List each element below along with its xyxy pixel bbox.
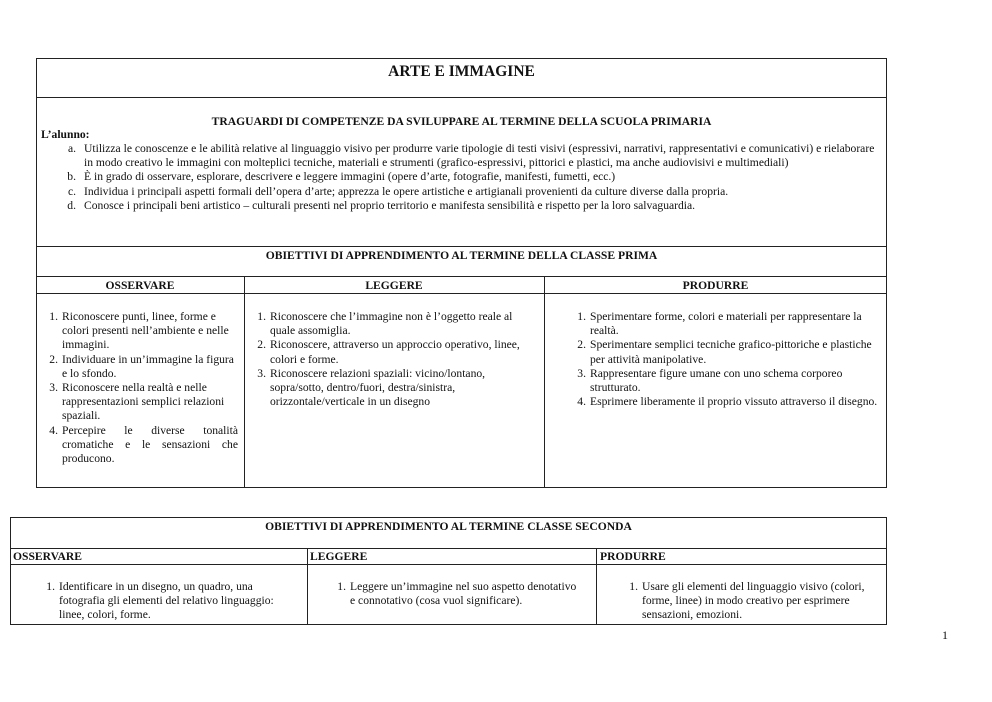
column-divider <box>544 276 545 488</box>
list-item: b. È in grado di osservare, esplorare, descrivere e leggere immagini (opere d’arte, fotografie, manifesti, fumetti, ecc.) <box>67 170 616 184</box>
list-item: 3. Rappresentare figure umane con uno schema corporeo strutturato. <box>577 366 843 395</box>
seconda-col-leggere: LEGGERE <box>310 550 368 563</box>
column-divider <box>244 276 245 488</box>
list-item: 4. Percepire le diverse tonalità cromatiche e le sensazioni che producono. <box>49 423 238 466</box>
list-item: 1. Identificare in un disegno, un quadro, una fotografia gli elementi del relativo linguaggio: linee, colori, forme. <box>46 580 274 622</box>
list-item: 3. Riconoscere nella realtà e nelle rappresentazioni semplici relazioni spaziali. <box>49 381 225 423</box>
traguardi-list <box>54 142 880 213</box>
column-divider <box>596 548 597 625</box>
row-divider <box>10 564 887 565</box>
list-item: 1. Riconoscere punti, linee, forme e colori presenti nell’ambiente e nelle immagini. <box>49 310 229 352</box>
row-divider <box>36 97 887 98</box>
prima-col-produrre: PRODURRE <box>682 279 749 292</box>
prima-col-osservare: OSSERVARE <box>105 279 175 292</box>
list-item: 3. Riconoscere relazioni spaziali: vicino/lontano, sopra/sotto, dentro/fuori, destra/sinistra, orizzontale/verticale in un disegno <box>257 366 486 409</box>
list-item: 2. Riconoscere, attraverso un approccio operativo, linee, colori e forme. <box>257 338 520 366</box>
traguardi-heading: TRAGUARDI DI COMPETENZE DA SVILUPPARE AL TERMINE DELLA SCUOLA PRIMARIA <box>211 115 712 128</box>
page-number: 1 <box>942 628 948 642</box>
list-item: d. Conosce i principali beni artistico – culturali presenti nel proprio territorio e manifesta sensibilità e rispetto per la loro salvaguardia. <box>67 198 696 212</box>
list-item: a. Utilizza le conoscenze e le abilità relative al linguaggio visivo per produrre varie tipologie di testi visivi (espressivi, narrativi, rappresentativi e comunicativi) e rielaborare in modo creativo le immagini con molteplici tecniche, materiali e strumenti (grafico-espressivi, pittorici e plastici, ma anche audiovisivi e multimediali) <box>67 142 875 170</box>
row-divider <box>10 548 887 549</box>
prima-col-leggere: LEGGERE <box>365 279 423 292</box>
document-title: ARTE E IMMAGINE <box>388 63 535 80</box>
seconda-produrre-list <box>620 580 875 623</box>
list-item: 2. Individuare in un’immagine la figura e lo sfondo. <box>49 352 234 380</box>
traguardi-intro: L’alunno: <box>41 128 90 141</box>
prima-produrre-list <box>568 310 880 409</box>
prima-osservare-list <box>40 310 238 466</box>
seconda-leggere-list <box>328 580 578 608</box>
list-item: 4. Esprimere liberamente il proprio vissuto attraverso il disegno. <box>577 395 878 409</box>
seconda-osservare-list <box>37 580 289 623</box>
list-item: c. Individua i principali aspetti formali dell’opera d’arte; apprezza le opere artistiche e artigianali provenienti da culture diverse dalla propria. <box>67 184 729 198</box>
prima-heading: OBIETTIVI DI APPRENDIMENTO AL TERMINE DELLA CLASSE PRIMA <box>265 249 658 262</box>
row-divider <box>36 246 887 247</box>
seconda-col-produrre: PRODURRE <box>600 550 666 563</box>
seconda-col-osservare: OSSERVARE <box>13 550 82 563</box>
prima-leggere-list <box>248 310 538 409</box>
list-item: 1. Sperimentare forme, colori e materiali per rappresentare la realtà. <box>577 310 862 338</box>
list-item: 1. Riconoscere che l’immagine non è l’oggetto reale al quale assomiglia. <box>257 310 513 338</box>
seconda-heading: OBIETTIVI DI APPRENDIMENTO AL TERMINE CLASSE SECONDA <box>265 520 632 533</box>
list-item: 1. Usare gli elementi del linguaggio visivo (colori, forme, linee) in modo creativo per esprimere sensazioni, emozioni. <box>629 580 865 622</box>
column-divider <box>307 548 308 625</box>
list-item: 2. Sperimentare semplici tecniche grafico-pittoriche e plastiche per attività manipolative. <box>577 338 872 366</box>
row-divider <box>36 293 887 294</box>
list-item: 1. Leggere un’immagine nel suo aspetto denotativo e connotativo (cosa vuol significare). <box>337 580 577 608</box>
row-divider <box>36 276 887 277</box>
